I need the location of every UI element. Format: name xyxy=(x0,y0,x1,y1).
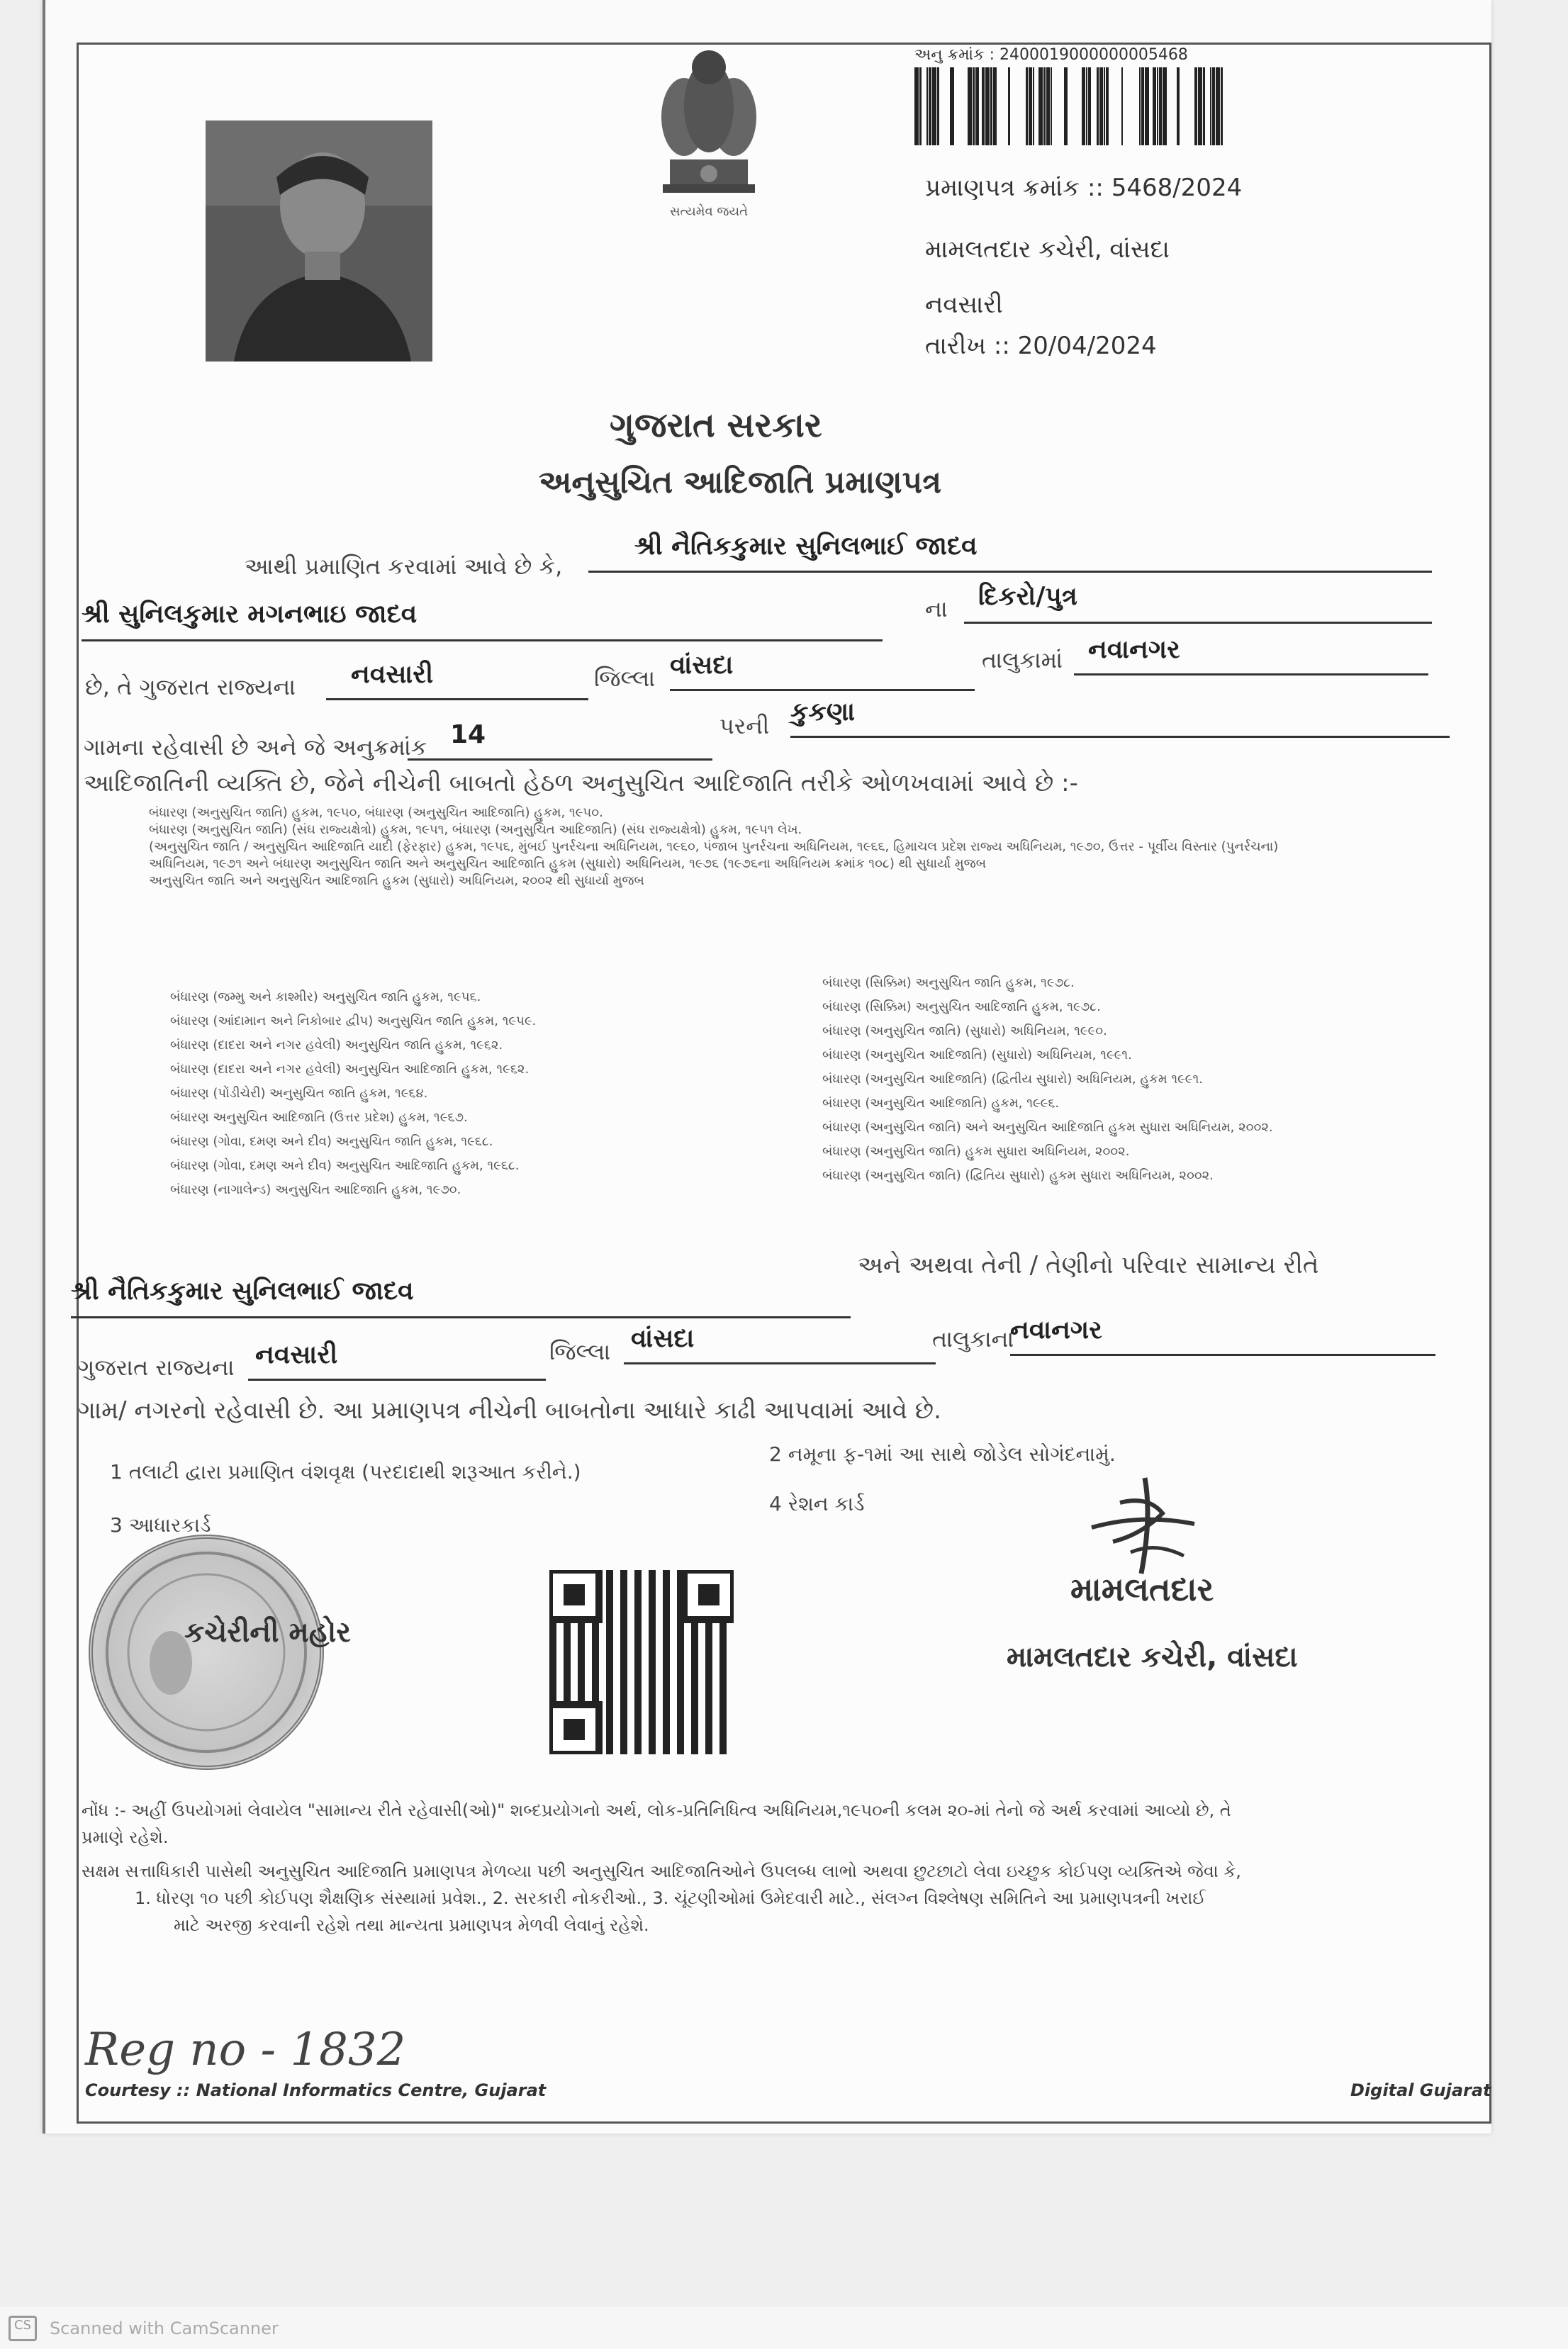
basis-item-2: 2 નમૂના ફ-૧માં આ સાથે જોડેલ સોગંદનામું. xyxy=(769,1442,1116,1466)
footer-brand: Digital Gujarat xyxy=(1350,2080,1491,2100)
orders-list-left xyxy=(170,985,709,1202)
order-item: બંધારણ (અનુસુચિત જાતિ) અને અનુસુચિત આદિજાતિ હુકમ સુધારા અધિનિયમ, ૨૦૦૨. xyxy=(822,1120,1273,1135)
order-item: બંધારણ (અનુસુચિત આદિજાતિ) હુકમ, ૧૯૯૬. xyxy=(822,1096,1060,1111)
signatory-title: મામલતદાર xyxy=(1070,1570,1214,1608)
taluka-line xyxy=(1074,631,1428,675)
office-name: મામલતદાર કચેરી, વાંસદા xyxy=(925,235,1170,264)
jilla-line xyxy=(670,646,975,691)
orders-list-top xyxy=(149,805,1418,890)
order-item: બંધારણ (દાદરા અને નગર હવેલી) અનુસુચિત જાતિ હુકમ, ૧૯૬૨. xyxy=(170,1038,503,1053)
family-district: નવસારી xyxy=(255,1340,338,1369)
tribe-value: કુકણા xyxy=(790,697,856,727)
order-item: બંધારણ (ગોવા, દમણ અને દીવ) અનુસુચિત આદિજાતિ હુકમ, ૧૯૬૮. xyxy=(170,1158,520,1173)
order-item: બંધારણ (ગોવા, દમણ અને દીવ) અનુસુચિત જાતિ હુકમ, ૧૯૬૮. xyxy=(170,1134,493,1149)
family-jilla-label: જિલ્લા xyxy=(549,1338,611,1365)
father-name: શ્રી સુનિલકુમાર મગનભાઇ જાદવ xyxy=(82,600,418,629)
order-item: બંધારણ (અનુસુચિત જાતિ) હુકમ સુધારા અધિનિયમ, ૨૦૦૨. xyxy=(822,1144,1130,1159)
orders-list-right xyxy=(822,971,1446,1188)
relation: દિકરો/પુત્ર xyxy=(978,582,1077,611)
seal-text: કચેરીની મહોર xyxy=(184,1616,351,1649)
basis-item-4: 4 રેશન કાર્ડ xyxy=(769,1492,865,1515)
family-taluka-value: નવાનગર xyxy=(1010,1316,1102,1345)
camscanner-icon: CS xyxy=(9,2316,37,2341)
note-block xyxy=(82,1797,1471,1939)
tribe-line xyxy=(790,693,1450,738)
note-line: માટે અરજી કરવાની રહેશે તથા માન્યતા પ્રમાણપત્ર મેળવી લેવાનું રહેશે. xyxy=(174,1915,649,1935)
note-line: નોંધ :- અહીં ઉપયોગમાં લેવાયેલ "સામાન્ય રીતે રહેવાસી(ઓ)" શબ્દપ્રયોગનો અર્થ, લોક-પ્રતિનિધિત્વ અધિનિયમ,૧૯૫૦ની કલમ ૨૦-માં તેનો જે અર્થ કરવામાં આવ્યો છે, તે xyxy=(82,1800,1231,1820)
qr-code xyxy=(549,1570,734,1754)
page-title: ગુજરાત સરકાર xyxy=(610,405,822,445)
serial-value: 14 xyxy=(450,720,486,749)
jilla-label: જિલ્લા xyxy=(594,665,656,692)
order-item: બંધારણ (નાગાલેન્ડ) અનુસુચિત આદિજાતિ હુકમ, ૧૯૭૦. xyxy=(170,1182,461,1197)
order-item: બંધારણ (પોંડીચેરી) અનુસુચિત જાતિ હુકમ, ૧૯૬૪. xyxy=(170,1086,428,1101)
order-item: બંધારણ (સિક્કિમ) અનુસુચિત આદિજાતિ હુકમ, ૧૯૭૮. xyxy=(822,999,1101,1014)
order-item: બંધારણ (અનુસુચિત જાતિ) (દ્વિતિય સુધારો) હુકમ સુધારા અધિનિયમ, ૨૦૦૨. xyxy=(822,1168,1214,1183)
father-line xyxy=(82,595,883,641)
office-seal xyxy=(89,1535,324,1770)
family-person-name: શ્રી નૈતિકકુમાર સુનિલભાઈ જાદવ xyxy=(71,1277,414,1306)
family-district-line xyxy=(248,1336,546,1381)
person-name: શ્રી નૈતિકકુમાર સુનિલભાઈ જાદવ xyxy=(634,532,978,561)
signature-mark xyxy=(1077,1474,1205,1581)
family-resident-text: ગામ/ નગરનો રહેવાસી છે. આ પ્રમાણપત્ર નીચેની બાબતોના આધારે કાઢી આપવામાં આવે છે. xyxy=(78,1396,941,1425)
certify-intro: આથી પ્રમાણિત કરવામાં આવે છે કે, xyxy=(245,553,563,580)
scanner-bar xyxy=(0,2307,1568,2349)
relation-line xyxy=(964,578,1432,624)
applicant-photo xyxy=(206,120,432,361)
family-taluka-line xyxy=(1010,1311,1435,1356)
family-jilla-value: વાંસદા xyxy=(631,1324,695,1353)
family-name-line xyxy=(71,1272,851,1318)
handwritten-reg-number: Reg no - 1832 xyxy=(85,2024,406,2076)
basis-item-3: 3 આધારકાર્ડ xyxy=(110,1513,211,1537)
order-item: બંધારણ (અનુસુચિત આદિજાતિ) (સુધારો) અધિનિયમ, ૧૯૯૧. xyxy=(822,1048,1132,1063)
order-item: બંધારણ (અનુસુચિત જાતિ) (સુધારો) અધિનિયમ, ૧૯૯૦. xyxy=(822,1024,1107,1038)
ashoka-emblem xyxy=(642,39,776,230)
serial-line xyxy=(408,716,712,761)
order-item: બંધારણ (સિક્કિમ) અનુસુચિત જાતિ હુકમ, ૧૯૭૮. xyxy=(822,975,1075,990)
note-line: 1. ધોરણ ૧૦ પછી કોઈપણ શૈક્ષણિક સંસ્થામાં પ્રવેશ., 2. સરકારી નોકરીઓ., 3. ચૂંટણીઓમાં ઉમેદવારી માટે., સંલગ્ન વિશ્લેષણ સમિતિને આ પ્રમાણપત્રની ખરાઈ xyxy=(135,1888,1206,1908)
scanner-text: Scanned with CamScanner xyxy=(50,2319,279,2338)
family-taluka-label: તાલુકાના xyxy=(932,1325,1014,1352)
office-district: નવસારી xyxy=(925,291,1003,319)
order-item: બંધારણ (અનુસુચિત જાતિ) હુકમ, ૧૯૫૦, બંધારણ (અનુસુચિત આદિજાતિ) હુકમ, ૧૯૫૦. xyxy=(149,805,603,820)
order-item: (અનુસુચિત જાતિ / અનુસુચિત આદિજાતિ યાદી (ફેરફાર) હુકમ, ૧૯૫૬, મુંબઈ પુનર્રચના અધિનિયમ, ૧૯૬૦, પંજાબ પુનર્રચના અધિનિયમ, ૧૯૬૬, હિમાચલ પ્રદેશ રાજ્ય અધિનિયમ, ૧૯૭૦, ઉત્તર - પૂર્વીય વિસ્તાર (પુનર્રચના) xyxy=(149,839,1279,854)
footer-courtesy: Courtesy :: National Informatics Centre, Gujarat xyxy=(85,2080,547,2100)
district-value: નવસારી xyxy=(351,660,434,689)
tribe-statement: આદિજાતિની વ્યક્તિ છે, જેને નીચેની બાબતો હેઠળ અનુસુચિત આદિજાતિ તરીકે ઓળખવામાં આવે છે :- xyxy=(84,769,1078,797)
order-item: બંધારણ (જમ્મુ અને કાશ્મીર) અનુસુચિત જાતિ હુકમ, ૧૯૫૬. xyxy=(170,990,481,1004)
order-item: બંધારણ (અનુસુચિત જાતિ) (સંઘ રાજ્યક્ષેત્રો) હુકમ, ૧૯૫૧, બંધારણ (અનુસુચિત આદિજાતિ) (સંઘ રાજ્યક્ષેત્રો) હુકમ, ૧૯૫૧ લેખ. xyxy=(149,822,802,837)
order-item: બંધારણ (આંદામાન અને નિકોબાર દ્વીપ) અનુસુચિત જાતિ હુકમ, ૧૯૫૯. xyxy=(170,1014,537,1028)
taluka-label: તાલુકામાં xyxy=(982,646,1063,673)
emblem-caption: સત્યમેવ જયતે xyxy=(669,204,749,219)
par-label: પરની xyxy=(719,712,770,739)
note-line: પ્રમાણે રહેશે. xyxy=(82,1827,169,1847)
basis-item-1: 1 તલાટી દ્વારા પ્રમાણિત વંશવૃક્ષ (પરદાદાથી શરૂઆત કરીને.) xyxy=(110,1460,581,1484)
family-jilla-line xyxy=(624,1320,936,1364)
order-item: બંધારણ અનુસુચિત આદિજાતિ (ઉત્તર પ્રદેશ) હુકમ, ૧૯૬૭. xyxy=(170,1110,468,1125)
signatory-office: મામલતદાર કચેરી, વાંસદા xyxy=(1007,1641,1298,1674)
order-item: અધિનિયમ, ૧૯૭૧ અને બંધારણ અનુસુચિત જાતિ અને અનુસુચિત આદિજાતિ હુકમ (સુધારો) અધિનિયમ, ૧૯૭૬ (૧૯૭૬ના અધિનિયમ ક્રમાંક ૧૦૮) થી સુધાર્યા મુજબ xyxy=(149,856,987,871)
jilla-value: વાંસદા xyxy=(670,651,734,680)
order-item: અનુસુચિત જાતિ અને અનુસુચિત આદિજાતિ હુકમ (સુધારો) અધિનિયમ, ૨૦૦૨ થી સુધાર્યા મુજબ xyxy=(149,873,644,888)
certificate-number: પ્રમાણપત્ર ક્રમાંક :: 5468/2024 xyxy=(925,174,1243,202)
taluka-value: નવાનગર xyxy=(1088,635,1180,664)
barcode xyxy=(914,67,1226,145)
order-item: બંધારણ (અનુસુચિત આદિજાતિ) (દ્વિતીય સુધારો) અધિનિયમ, હુકમ ૧૯૯૧. xyxy=(822,1072,1203,1087)
note-line: સક્ષમ સત્તાધિકારી પાસેથી અનુસુચિત આદિજાતિ પ્રમાણપત્ર મેળવ્યા પછી અનુસુચિત આદિજાતિઓને ઉપલબ્ધ લાભો અથવા છુટછાટો લેવા ઇચ્છુક કોઈપણ વ્યક્તિએ જેવા કે, xyxy=(82,1861,1241,1881)
order-item: બંધારણ (દાદરા અને નગર હવેલી) અનુસુચિત આદિજાતિ હુકમ, ૧૯૬૨. xyxy=(170,1062,530,1077)
state-label: છે, તે ગુજરાત રાજ્યના xyxy=(85,673,296,700)
na-label: ના xyxy=(925,595,948,622)
certificate-subtitle: અનુસુચિત આદિજાતિ પ્રમાણપત્ર xyxy=(539,464,942,500)
district-line xyxy=(326,656,588,700)
resident-label: ગામના રહેવાસી છે અને જે અનુક્રમાંક xyxy=(84,734,427,761)
issue-date: તારીખ :: 20/04/2024 xyxy=(925,332,1157,360)
name-line xyxy=(588,528,1432,573)
family-state-label: ગુજરાત રાજ્યના xyxy=(78,1354,235,1381)
serial-number: અનુ ક્રમાંક : 2400019000000005468 xyxy=(914,46,1188,64)
family-text: અને અથવા તેની / તેણીનો પરિવાર સામાન્ય રીતે xyxy=(858,1251,1319,1279)
